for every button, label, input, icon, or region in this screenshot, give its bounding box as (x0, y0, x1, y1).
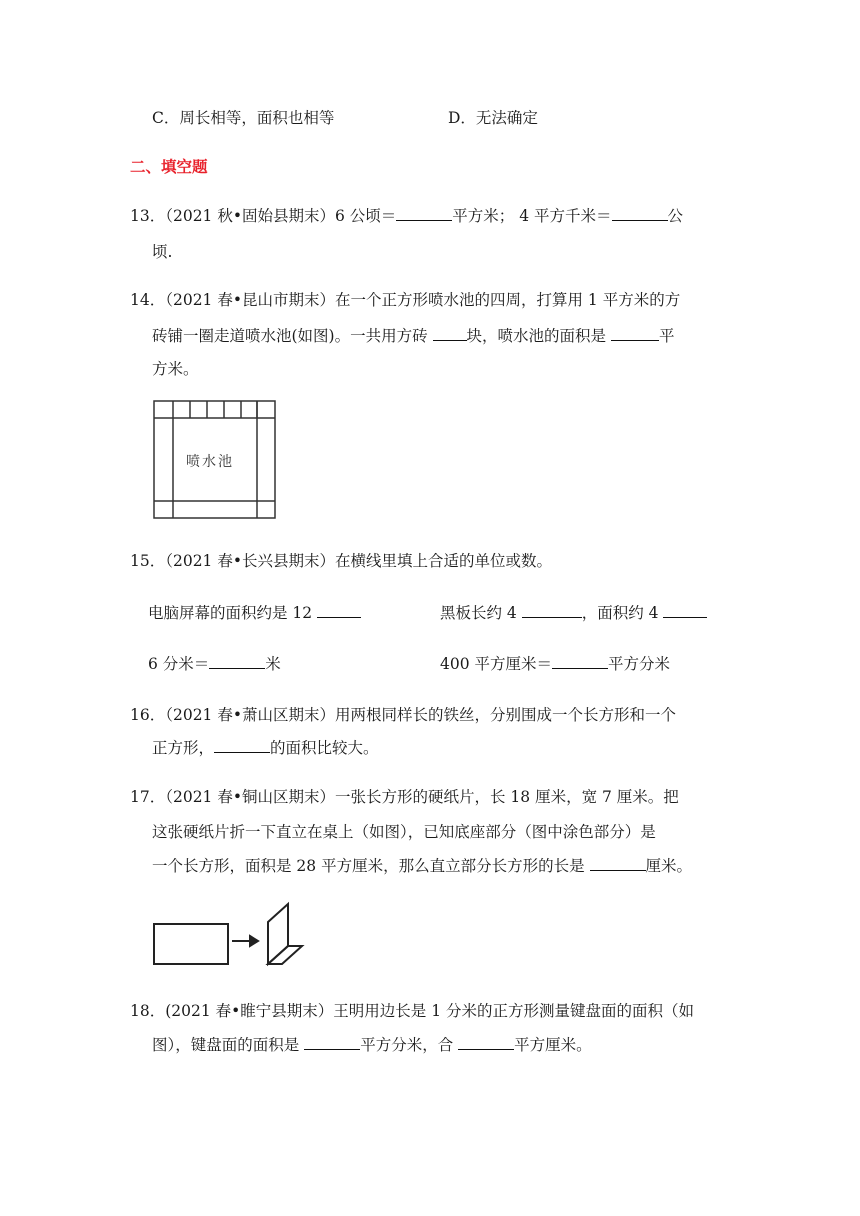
question-13-line1 (130, 204, 683, 226)
q15-text-6: 400 平方厘米＝ (440, 655, 553, 673)
q15-blank-2 (522, 603, 582, 618)
q16-text-2: 的面积比较大。 (270, 739, 379, 757)
q15-blank-4 (209, 654, 265, 669)
q13-text-2: 平方米； 4 平方千米＝ (452, 207, 612, 225)
q15-blank-3 (663, 603, 707, 618)
q18-text-1: 图），键盘面的面积是 (152, 1036, 305, 1054)
q16-blank-1 (214, 738, 270, 753)
q17-blank-1 (590, 856, 646, 871)
question-14-line1: 14．（2021 春•昆山市期末）在一个正方形喷水池的四周，打算用 1 平方米的方 (130, 291, 681, 309)
q15-row2-right (440, 652, 670, 674)
option-d: D．无法确定 (448, 109, 538, 127)
question-18-line1: 18．(2021 春•睢宁县期末）王明用边长是 1 分米的正方形测量键盘面的面积（如 (130, 1002, 695, 1020)
q17-text-1: 一个长方形，面积是 28 平方厘米，那么直立部分长方形的长是 (152, 857, 590, 875)
question-16-line2 (152, 736, 379, 758)
q15-text-5: 米 (265, 655, 281, 673)
q14-text-3: 平 (658, 327, 675, 345)
question-13-line2: 顷. (152, 243, 173, 261)
q14-text-1: 砖铺一圈走道喷水池(如图)。一共用方砖 (152, 327, 433, 345)
fountain-label: 喷水池 (186, 454, 234, 470)
q13-text-3: 公 (667, 207, 684, 225)
q18-blank-2 (458, 1035, 514, 1050)
question-14-line3: 方米。 (152, 360, 199, 378)
option-c: C．周长相等，面积也相等 (152, 109, 335, 127)
q16-text-1: 正方形， (152, 739, 215, 757)
q14-text-2: 块，喷水池的面积是 (466, 327, 611, 345)
question-17-line1: 17．（2021 春•铜山区期末）一张长方形的硬纸片，长 18 厘米，宽 7 厘米。把 (130, 788, 679, 806)
section-title: 二、填空题 (130, 158, 208, 176)
question-14-line2 (152, 324, 674, 346)
q15-text-7: 平方分米 (608, 655, 671, 673)
q15-blank-1 (317, 603, 361, 618)
q15-text-3: ，面积约 4 (581, 604, 664, 622)
folded-card-figure (150, 900, 310, 972)
q15-text-4: 6 分米＝ (148, 655, 210, 673)
q18-text-2: 平方分米，合 (360, 1036, 459, 1054)
question-18-line2 (152, 1033, 592, 1055)
q15-row1-left (148, 601, 361, 623)
question-15-title: 15．（2021 春•长兴县期末）在横线里填上合适的单位或数。 (130, 552, 552, 570)
q15-text-2: 黑板长约 4 (440, 604, 522, 622)
q13-blank-2 (612, 206, 668, 221)
question-16-line1: 16．（2021 春•萧山区期末）用两根同样长的铁丝，分别围成一个长方形和一个 (130, 706, 676, 724)
q18-blank-1 (304, 1035, 360, 1050)
q15-row2-left (148, 652, 281, 674)
q17-text-2: 厘米。 (645, 857, 693, 875)
q13-text-1: 13．（2021 秋•固始县期末）6 公顷＝ (130, 207, 397, 225)
q14-blank-1 (433, 326, 467, 341)
q14-blank-2 (611, 326, 659, 341)
q13-blank-1 (396, 206, 452, 221)
q18-text-3: 平方厘米。 (514, 1036, 592, 1054)
question-17-line2: 这张硬纸片折一下直立在桌上（如图），已知底座部分（图中涂色部分）是 (152, 823, 656, 841)
q15-blank-5 (552, 654, 608, 669)
question-17-line3 (152, 854, 692, 876)
q15-row1-right (440, 601, 707, 623)
q15-text-1: 电脑屏幕的面积约是 12 (148, 604, 318, 622)
